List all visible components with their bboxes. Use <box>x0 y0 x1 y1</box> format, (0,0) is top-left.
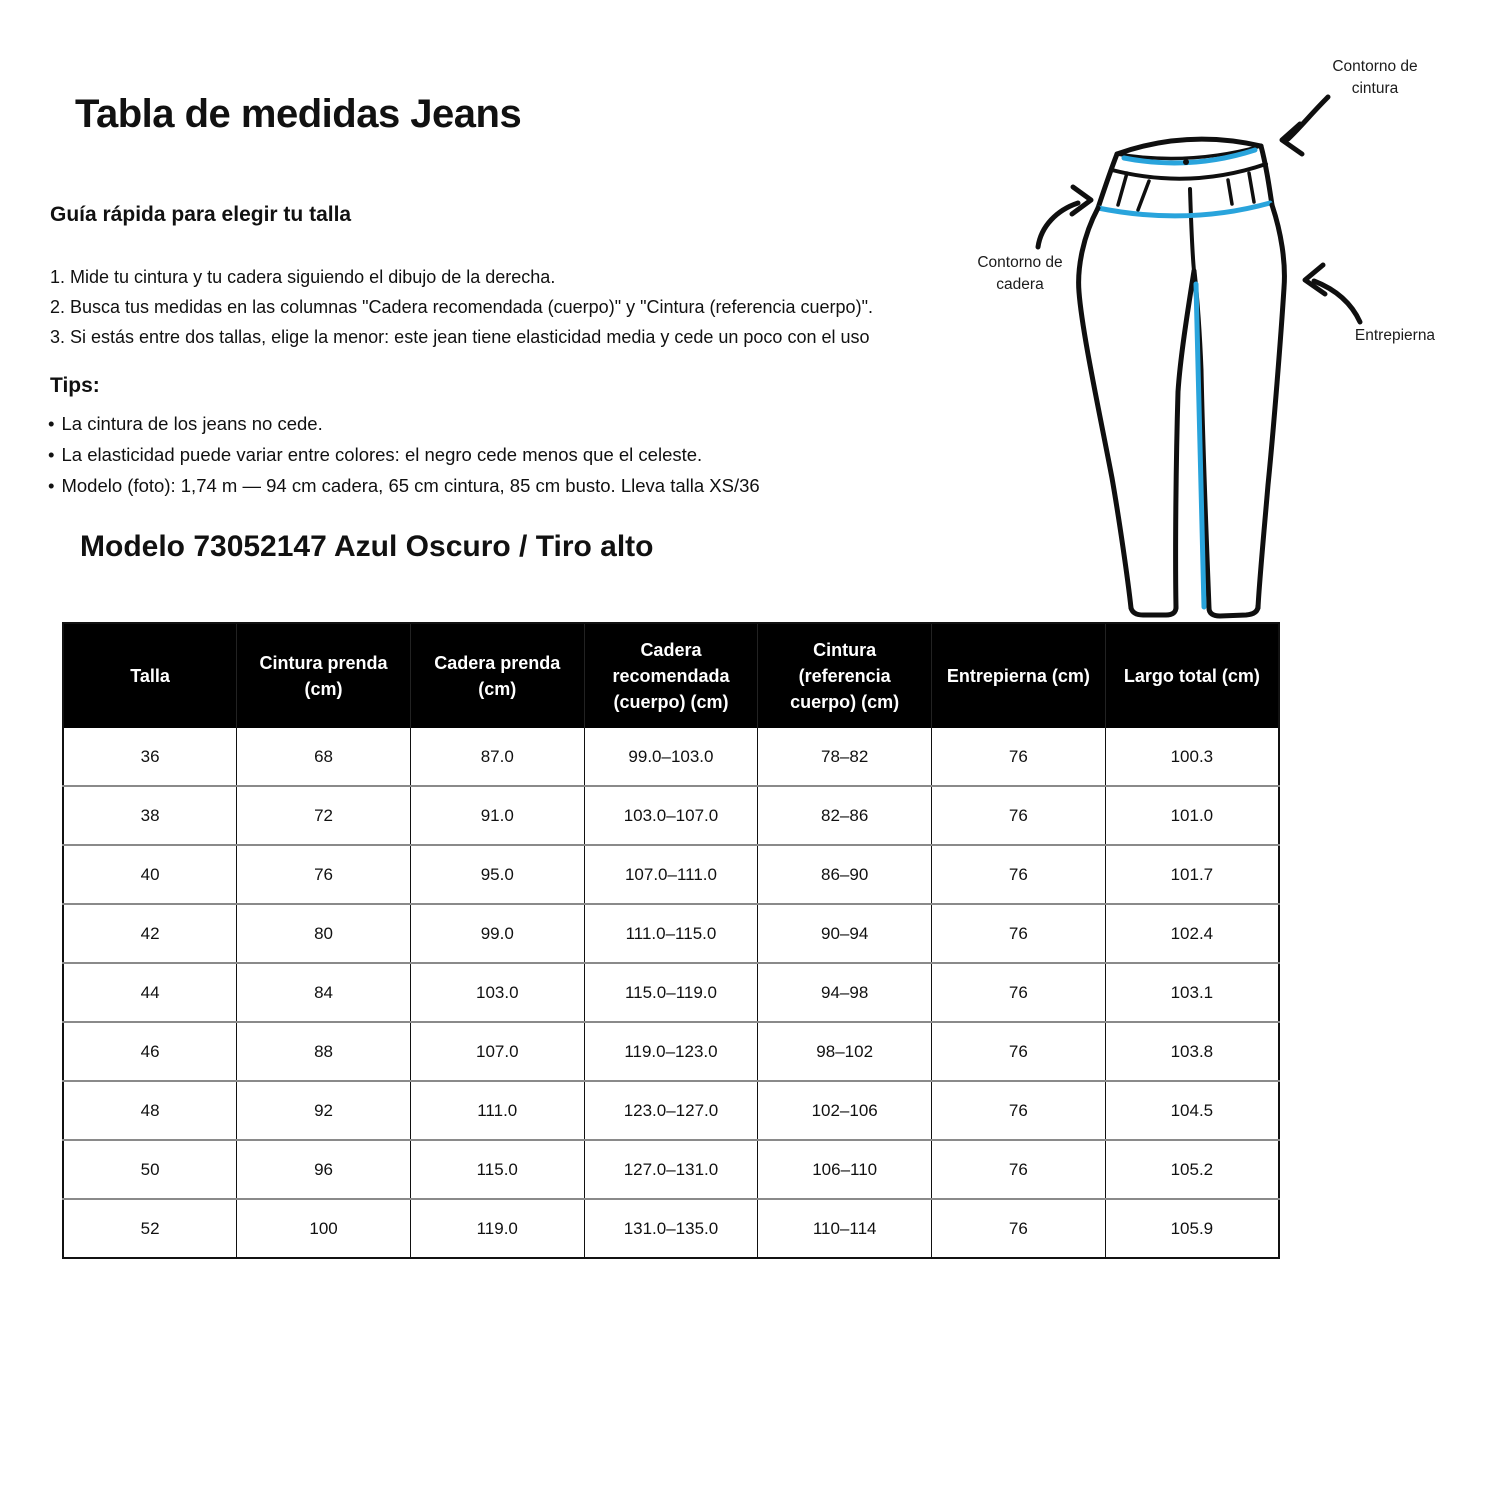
guide-step: 3. Si estás entre dos tallas, elige la menor: este jean tiene elasticidad media y cede un poco con el uso <box>50 327 870 347</box>
table-cell: 123.0–127.0 <box>584 1081 758 1140</box>
table-cell: 76 <box>932 786 1106 845</box>
table-cell: 105.2 <box>1105 1140 1279 1199</box>
waist-arrow <box>1288 97 1328 139</box>
left-inner-seam <box>1176 271 1194 608</box>
right-outer-seam <box>1258 205 1284 608</box>
size-table-head <box>63 623 1279 728</box>
table-cell: 102.4 <box>1105 904 1279 963</box>
table-cell: 90–94 <box>758 904 932 963</box>
table-cell: 99.0–103.0 <box>584 728 758 786</box>
table-cell: 76 <box>237 845 411 904</box>
inseam-arrow <box>1314 281 1360 322</box>
guide-step: 2. Busca tus medidas en las columnas "Cadera recomendada (cuerpo)" y "Cintura (referencia cuerpo)". <box>50 297 873 317</box>
table-cell: 111.0 <box>410 1081 584 1140</box>
table-row <box>63 728 1279 786</box>
table-cell: 119.0 <box>410 1199 584 1258</box>
table-cell: 105.9 <box>1105 1199 1279 1258</box>
page-title: Tabla de medidas Jeans <box>75 92 522 136</box>
pleat-line <box>1249 173 1254 202</box>
tips-heading: Tips: <box>50 374 100 397</box>
column-header: Cintura prenda (cm) <box>237 623 411 728</box>
table-cell: 127.0–131.0 <box>584 1140 758 1199</box>
model-heading: Modelo 73052147 Azul Oscuro / Tiro alto <box>80 530 654 563</box>
column-header: Entrepierna (cm) <box>932 623 1106 728</box>
table-body <box>63 728 1279 1258</box>
table-cell: 96 <box>237 1140 411 1199</box>
pleat-line <box>1228 180 1232 204</box>
table-cell: 84 <box>237 963 411 1022</box>
table-row <box>63 1022 1279 1081</box>
hip-label: Contorno de cadera <box>977 254 1063 293</box>
table-cell: 50 <box>63 1140 237 1199</box>
table-cell: 76 <box>932 1081 1106 1140</box>
hip-arrow <box>1038 203 1078 247</box>
table-cell: 76 <box>932 963 1106 1022</box>
table-cell: 98–102 <box>758 1022 932 1081</box>
waist-button <box>1183 159 1189 165</box>
column-header: Talla <box>63 623 237 728</box>
table-cell: 72 <box>237 786 411 845</box>
table-cell: 103.0–107.0 <box>584 786 758 845</box>
table-cell: 82–86 <box>758 786 932 845</box>
table-cell: 40 <box>63 845 237 904</box>
hip-measure-line <box>1098 203 1270 216</box>
table-cell: 44 <box>63 963 237 1022</box>
table-cell: 76 <box>932 1022 1106 1081</box>
table-cell: 36 <box>63 728 237 786</box>
table-cell: 88 <box>237 1022 411 1081</box>
table-cell: 111.0–115.0 <box>584 904 758 963</box>
hip-arrowhead <box>1072 187 1091 214</box>
table-cell: 76 <box>932 1199 1106 1258</box>
table-cell: 76 <box>932 728 1106 786</box>
table-cell: 99.0 <box>410 904 584 963</box>
table-cell: 46 <box>63 1022 237 1081</box>
table-cell: 87.0 <box>410 728 584 786</box>
table-cell: 103.1 <box>1105 963 1279 1022</box>
table-cell: 86–90 <box>758 845 932 904</box>
table-cell: 107.0–111.0 <box>584 845 758 904</box>
left-outer-seam <box>1079 208 1131 608</box>
size-table <box>62 622 1280 1259</box>
table-cell: 95.0 <box>410 845 584 904</box>
waist-label: Contorno de cintura <box>1332 58 1418 97</box>
column-header: Cadera prenda (cm) <box>410 623 584 728</box>
pleat-line <box>1118 173 1127 205</box>
table-cell: 80 <box>237 904 411 963</box>
table-cell: 102–106 <box>758 1081 932 1140</box>
header-row <box>63 623 1279 728</box>
table-cell: 78–82 <box>758 728 932 786</box>
table-cell: 101.7 <box>1105 845 1279 904</box>
table-cell: 115.0–119.0 <box>584 963 758 1022</box>
tip-item: • La elasticidad puede variar entre colores: el negro cede menos que el celeste. <box>48 439 968 470</box>
table-cell: 94–98 <box>758 963 932 1022</box>
table-cell: 103.0 <box>410 963 584 1022</box>
column-header: Largo total (cm) <box>1105 623 1279 728</box>
table-row <box>63 786 1279 845</box>
table-row <box>63 904 1279 963</box>
table-cell: 119.0–123.0 <box>584 1022 758 1081</box>
tip-item: • La cintura de los jeans no cede. <box>48 408 968 439</box>
table-cell: 76 <box>932 845 1106 904</box>
table-row <box>63 1081 1279 1140</box>
left-hem <box>1131 607 1176 615</box>
table-row <box>63 963 1279 1022</box>
inseam-label: Entrepierna <box>1354 327 1436 344</box>
table-cell: 131.0–135.0 <box>584 1199 758 1258</box>
table-cell: 42 <box>63 904 237 963</box>
table-cell: 110–114 <box>758 1199 932 1258</box>
table-cell: 100.3 <box>1105 728 1279 786</box>
table-cell: 100 <box>237 1199 411 1258</box>
table-cell: 52 <box>63 1199 237 1258</box>
guide-step: 1. Mide tu cintura y tu cadera siguiendo el dibujo de la derecha. <box>50 267 556 287</box>
tips-list <box>48 408 968 501</box>
table-cell: 76 <box>932 1140 1106 1199</box>
guide-steps <box>50 262 970 352</box>
table-cell: 92 <box>237 1081 411 1140</box>
table-cell: 76 <box>932 904 1106 963</box>
table-cell: 104.5 <box>1105 1081 1279 1140</box>
table-cell: 107.0 <box>410 1022 584 1081</box>
table-row <box>63 845 1279 904</box>
table-cell: 91.0 <box>410 786 584 845</box>
table-cell: 101.0 <box>1105 786 1279 845</box>
pleat-line <box>1138 181 1149 210</box>
table-cell: 115.0 <box>410 1140 584 1199</box>
fly-line <box>1190 189 1194 271</box>
jeans-measurement-diagram <box>940 40 1480 620</box>
table-cell: 68 <box>237 728 411 786</box>
table-cell: 38 <box>63 786 237 845</box>
table-cell: 106–110 <box>758 1140 932 1199</box>
column-header: Cadera recomendada (cuerpo) (cm) <box>584 623 758 728</box>
column-header: Cintura (referencia cuerpo) (cm) <box>758 623 932 728</box>
table-cell: 48 <box>63 1081 237 1140</box>
tip-item: • Modelo (foto): 1,74 m — 94 cm cadera, 65 cm cintura, 85 cm busto. Lleva talla XS/36 <box>48 470 968 501</box>
table-row <box>63 1140 1279 1199</box>
table-row <box>63 1199 1279 1258</box>
right-hem <box>1209 606 1258 616</box>
left-waist-side <box>1098 154 1117 208</box>
table-cell: 103.8 <box>1105 1022 1279 1081</box>
waistband-bottom-line <box>1112 164 1266 179</box>
right-waist-side <box>1261 146 1272 205</box>
guide-heading: Guía rápida para elegir tu talla <box>50 203 352 226</box>
